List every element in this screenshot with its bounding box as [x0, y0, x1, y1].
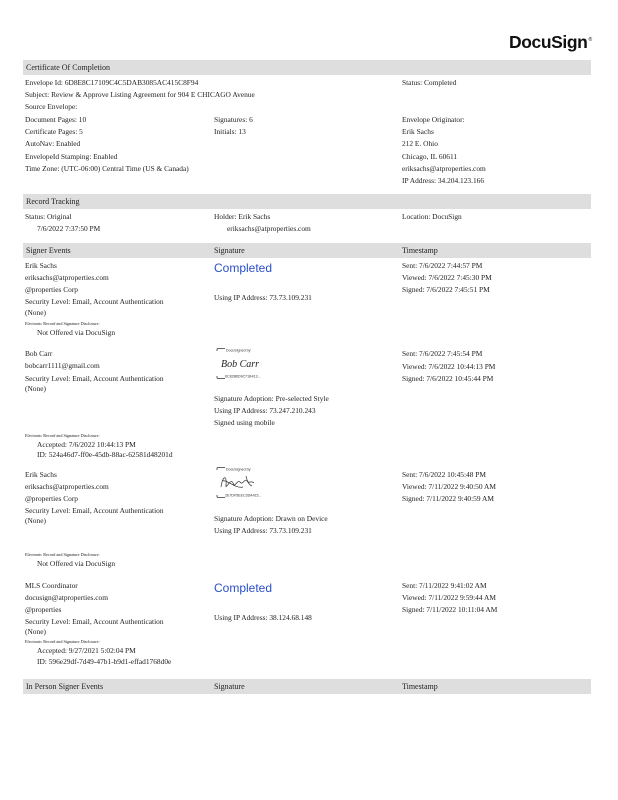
- signed-timestamp: Signed: 7/6/2022 7:45:51 PM: [402, 285, 490, 294]
- signer-org: @properties Corp: [25, 494, 78, 503]
- viewed-timestamp: Viewed: 7/6/2022 10:44:13 PM: [402, 362, 496, 371]
- record-holder: Holder: Erik Sachs: [214, 212, 271, 221]
- record-holder-email: eriksachs@atproperties.com: [227, 224, 311, 233]
- initials-count: Initials: 13: [214, 127, 246, 136]
- certificate-pages: Certificate Pages: 5: [25, 127, 83, 136]
- document-pages: Document Pages: 10: [25, 115, 87, 124]
- signed-timestamp: Signed: 7/11/2022 10:11:04 AM: [402, 605, 498, 614]
- erd-id: ID: 524a46d7-ff0e-45db-88ac-62581d48201d: [37, 450, 173, 459]
- signer-security: Security Level: Email, Account Authentication: [25, 297, 164, 306]
- signer-ip: Using IP Address: 38.124.68.148: [214, 613, 312, 622]
- originator-address1: 212 E. Ohio: [402, 139, 438, 148]
- signer-org: @properties Corp: [25, 285, 78, 294]
- certificate-header-bar: [23, 60, 591, 75]
- envelope-subject: Subject: Review & Approve Listing Agreement for 904 E CHICAGO Avenue: [25, 90, 255, 99]
- originator-label: Envelope Originator:: [402, 115, 465, 124]
- col-timestamp: Timestamp: [402, 246, 438, 255]
- originator-address2: Chicago, IL 60611: [402, 152, 458, 161]
- signature-completed: Completed: [214, 581, 273, 595]
- signer-security: Security Level: Email, Account Authentication: [25, 506, 164, 515]
- col-signature: Signature: [214, 682, 245, 691]
- envelope-id: Envelope Id: 6D8E8C17109C4C5DAB3085AC415C8F94: [25, 78, 199, 87]
- col-signer-events: Signer Events: [26, 246, 71, 255]
- col-signature: Signature: [214, 246, 245, 255]
- originator-name: Erik Sachs: [402, 127, 434, 136]
- signer-security-detail: (None): [25, 308, 46, 317]
- sent-timestamp: Sent: 7/6/2022 10:45:48 PM: [402, 470, 486, 479]
- autonav: AutoNav: Enabled: [25, 139, 81, 148]
- viewed-timestamp: Viewed: 7/11/2022 9:59:44 AM: [402, 593, 496, 602]
- sent-timestamp: Sent: 7/6/2022 7:44:57 PM: [402, 261, 483, 270]
- signer-org: @properties: [25, 605, 62, 614]
- source-envelope: Source Envelope:: [25, 102, 78, 111]
- record-date: 7/6/2022 7:37:50 PM: [37, 224, 101, 233]
- stamp-top-text: DocuSigned by:: [226, 348, 252, 353]
- signer-ip: Using IP Address: 73.247.210.243: [214, 406, 316, 415]
- signatures-count: Signatures: 6: [214, 115, 253, 124]
- envelope-status: Status: Completed: [402, 78, 457, 87]
- signer-email: eriksachs@atproperties.com: [25, 273, 109, 282]
- docusign-logo: [509, 32, 592, 53]
- signer-ip: Using IP Address: 73.73.109.231: [214, 526, 312, 535]
- sent-timestamp: Sent: 7/11/2022 9:41:02 AM: [402, 581, 487, 590]
- signature-adoption: Signature Adoption: Drawn on Device: [214, 514, 328, 523]
- stamp-bottom-text: 6C82B6D9C71B413...: [225, 374, 261, 379]
- originator-email: eriksachs@atproperties.com: [402, 164, 486, 173]
- col-in-person-signer-events: In Person Signer Events: [26, 682, 104, 691]
- signer-email: bobcarr1111@gmail.com: [25, 361, 100, 370]
- record-location: Location: DocuSign: [402, 212, 462, 221]
- erd-id: ID: 596e29df-7d49-47b1-b9d1-effad1768d0e: [37, 657, 172, 666]
- viewed-timestamp: Viewed: 7/11/2022 9:40:50 AM: [402, 482, 496, 491]
- registered-mark: ®: [588, 37, 592, 43]
- sent-timestamp: Sent: 7/6/2022 7:45:54 PM: [402, 349, 483, 358]
- signer-events-bar: [23, 243, 591, 258]
- signed-timestamp: Signed: 7/6/2022 10:45:44 PM: [402, 374, 494, 383]
- signature-stamp-svg: [213, 467, 268, 498]
- signer-name: Erik Sachs: [25, 261, 57, 270]
- signature-completed: Completed: [214, 261, 273, 275]
- viewed-timestamp: Viewed: 7/6/2022 7:45:30 PM: [402, 273, 492, 282]
- envelope-stamping: EnvelopeId Stamping: Enabled: [25, 152, 118, 161]
- stamp-bottom-text: 2E7DF5EEC3DA415...: [225, 493, 262, 498]
- in-person-bar: [23, 679, 591, 694]
- erd-accepted: Accepted: 7/6/2022 10:44:13 PM: [37, 440, 136, 449]
- erd-label: Electronic Record and Signature Disclosure:: [25, 639, 100, 644]
- signed-timestamp: Signed: 7/11/2022 9:40:59 AM: [402, 494, 494, 503]
- signer-name: Erik Sachs: [25, 470, 57, 479]
- erd-accepted: Accepted: 9/27/2021 5:02:04 PM: [37, 646, 136, 655]
- certificate-heading: Certificate Of Completion: [26, 63, 110, 72]
- signature-image: [213, 348, 268, 379]
- originator-ip: IP Address: 34.204.123.166: [402, 176, 485, 185]
- record-status: Status: Original: [25, 212, 72, 221]
- erd-label: Electronic Record and Signature Disclosure:: [25, 321, 100, 326]
- signer-security-detail: (None): [25, 384, 46, 393]
- erd-label: Electronic Record and Signature Disclosure:: [25, 552, 100, 557]
- signer-security-detail: (None): [25, 627, 46, 636]
- erd-status: Not Offered via DocuSign: [37, 559, 116, 568]
- stamp-top-text: DocuSigned by:: [226, 467, 252, 472]
- signer-name: MLS Coordinator: [25, 581, 78, 590]
- logo-text: DocuSign: [509, 32, 588, 52]
- signer-security: Security Level: Email, Account Authentication: [25, 374, 164, 383]
- signer-security: Security Level: Email, Account Authentication: [25, 617, 164, 626]
- record-tracking-bar: [23, 194, 591, 209]
- record-tracking-heading: Record Tracking: [26, 197, 80, 206]
- signer-name: Bob Carr: [25, 349, 53, 358]
- signature-image: [213, 467, 268, 498]
- signature-adoption: Signature Adoption: Pre-selected Style: [214, 394, 329, 403]
- signed-mobile: Signed using mobile: [214, 418, 275, 427]
- time-zone: Time Zone: (UTC-06:00) Central Time (US & Canada): [25, 164, 189, 173]
- signer-ip: Using IP Address: 73.73.109.231: [214, 293, 312, 302]
- erd-status: Not Offered via DocuSign: [37, 328, 116, 337]
- signature-script: Bob Carr: [221, 359, 260, 370]
- signature-stamp-svg: [213, 348, 268, 379]
- erd-label: Electronic Record and Signature Disclosure:: [25, 433, 100, 438]
- col-timestamp: Timestamp: [402, 682, 438, 691]
- signer-email: eriksachs@atproperties.com: [25, 482, 109, 491]
- signer-email: docusign@atproperties.com: [25, 593, 108, 602]
- signer-security-detail: (None): [25, 516, 46, 525]
- handwritten-signature: [221, 476, 254, 487]
